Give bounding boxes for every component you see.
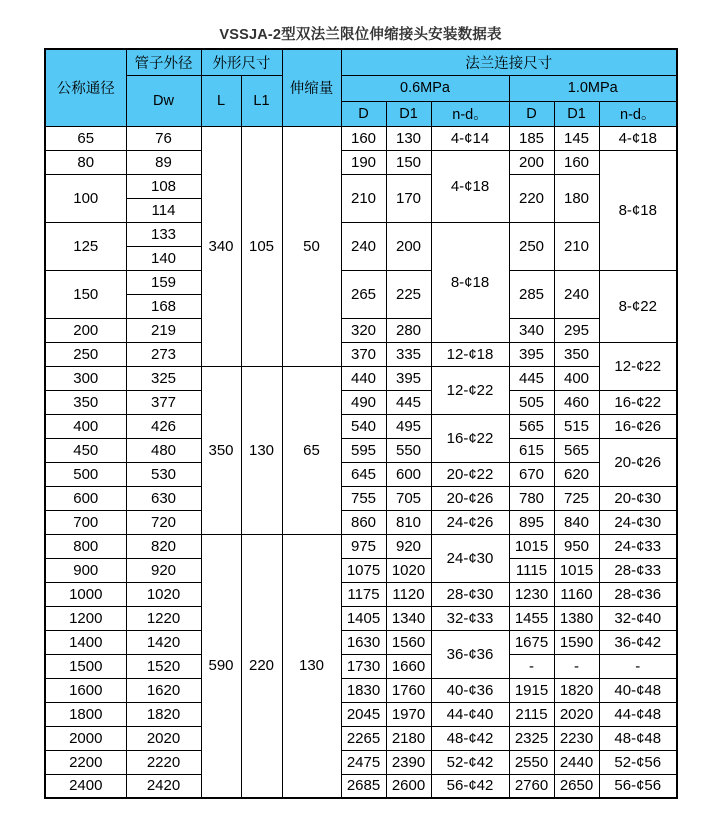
table-cell: 1455 [509,606,554,630]
table-row [45,390,677,414]
table-cell: 565 [509,414,554,438]
table-cell: 130 [386,126,431,150]
table-cell: 325 [126,366,201,390]
table-cell: 645 [341,462,386,486]
table-cell: 860 [341,510,386,534]
table-row [45,342,677,366]
table-cell: 105 [241,126,282,366]
table-cell: 250 [509,222,554,270]
table-cell: 350 [45,390,126,414]
table-cell: 515 [554,414,599,438]
table-row [45,510,677,534]
table-cell: 40-¢48 [599,678,677,702]
table-cell: 1520 [126,654,201,678]
table-cell: 540 [341,414,386,438]
table-cell: 1175 [341,582,386,606]
table-cell: 725 [554,486,599,510]
table-row [45,150,677,174]
table-cell: 670 [509,462,554,486]
table-cell: 975 [341,534,386,558]
header-L1: L1 [241,75,282,126]
table-cell: 16-¢26 [599,414,677,438]
table-cell: 24-¢26 [431,510,509,534]
table-cell: 370 [341,342,386,366]
table-row [45,726,677,750]
table-cell: 1820 [554,678,599,702]
table-row [45,774,677,798]
table-cell: 12-¢22 [431,366,509,414]
table-cell: 2420 [126,774,201,798]
table-cell: 1590 [554,630,599,654]
table-row [45,582,677,606]
table-cell: 130 [282,534,341,798]
table-cell: 820 [126,534,201,558]
table-cell: 1405 [341,606,386,630]
table-cell: 1220 [126,606,201,630]
table-cell: 220 [509,174,554,222]
header-flange-dim: 法兰连接尺寸 [341,49,677,75]
table-row [45,414,677,438]
table-cell: 24-¢30 [599,510,677,534]
table-cell: 56-¢42 [431,774,509,798]
table-cell: 1380 [554,606,599,630]
table-cell: - [599,654,677,678]
table-cell: 2600 [386,774,431,798]
table-cell: 450 [45,438,126,462]
table-cell: 1620 [126,678,201,702]
header-dw: Dw [126,75,201,126]
table-cell: 240 [341,222,386,270]
table-row [45,222,677,246]
table-cell: 1970 [386,702,431,726]
table-cell: 24-¢30 [431,534,509,582]
table-cell: 32-¢33 [431,606,509,630]
table-cell: 350 [201,366,241,534]
table-cell: 150 [45,270,126,318]
table-cell: 265 [341,270,386,318]
table-cell: 1420 [126,630,201,654]
table-cell: 340 [509,318,554,342]
table-cell: 4-¢18 [431,150,509,222]
table-cell: 160 [341,126,386,150]
table-cell: 377 [126,390,201,414]
table-cell: 1800 [45,702,126,726]
table-cell: 1015 [509,534,554,558]
table-cell: 40-¢36 [431,678,509,702]
table-cell: 28-¢30 [431,582,509,606]
table-cell: 950 [554,534,599,558]
header-nominal-diameter: 公称通径 [45,49,126,126]
table-row [45,438,677,462]
table-cell: 480 [126,438,201,462]
table-cell: 16-¢22 [431,414,509,462]
header-d1-06: D1 [386,101,431,126]
table-cell: 48-¢42 [431,726,509,750]
table-cell: 900 [45,558,126,582]
table-cell: 1115 [509,558,554,582]
table-cell: 240 [554,270,599,318]
table-cell: 335 [386,342,431,366]
table-cell: 295 [554,318,599,342]
table-cell: 440 [341,366,386,390]
table-cell: 8-¢22 [599,270,677,342]
table-cell: 2325 [509,726,554,750]
table-cell: 1500 [45,654,126,678]
table-cell: 250 [45,342,126,366]
table-row [45,750,677,774]
table-row [45,270,677,294]
table-cell: 65 [45,126,126,150]
table-cell: 200 [386,222,431,270]
table-cell: 755 [341,486,386,510]
table-cell: 125 [45,222,126,270]
table-cell: 4-¢18 [599,126,677,150]
table-cell: 1675 [509,630,554,654]
table-row [45,654,677,678]
table-cell: 159 [126,270,201,294]
table-cell: 2265 [341,726,386,750]
table-cell: 2440 [554,750,599,774]
table-cell: 350 [554,342,599,366]
table-cell: 1020 [386,558,431,582]
table-cell: 2220 [126,750,201,774]
table-cell: 1340 [386,606,431,630]
table-cell: 320 [341,318,386,342]
table-cell: 130 [241,366,282,534]
table-cell: 620 [554,462,599,486]
table-cell: 190 [341,150,386,174]
header-d-06: D [341,101,386,126]
header-06mpa: 0.6MPa [341,75,509,101]
table-cell: 630 [126,486,201,510]
table-row [45,366,677,390]
table-cell: 2390 [386,750,431,774]
table-cell: 1400 [45,630,126,654]
header-d1-10: D1 [554,101,599,126]
table-cell: 2685 [341,774,386,798]
table-cell: 400 [554,366,599,390]
table-cell: 76 [126,126,201,150]
table-cell: 28-¢33 [599,558,677,582]
table-cell: 565 [554,438,599,462]
table-cell: 180 [554,174,599,222]
table-cell: 720 [126,510,201,534]
table-cell: 44-¢40 [431,702,509,726]
table-cell: 273 [126,342,201,366]
table-cell: 920 [386,534,431,558]
table-cell: 2475 [341,750,386,774]
table-cell: 150 [386,150,431,174]
table-cell: 460 [554,390,599,414]
table-cell: 1600 [45,678,126,702]
table-cell: 530 [126,462,201,486]
table-cell: 16-¢22 [599,390,677,414]
table-cell: 445 [509,366,554,390]
table-cell: 1200 [45,606,126,630]
table-cell: 140 [126,246,201,270]
table-cell: 895 [509,510,554,534]
table-cell: 52-¢42 [431,750,509,774]
table-cell: 600 [386,462,431,486]
table-cell: 2045 [341,702,386,726]
table-cell: 780 [509,486,554,510]
table-row [45,534,677,558]
table-cell: 100 [45,174,126,222]
table-cell: 210 [341,174,386,222]
table-cell: 20-¢22 [431,462,509,486]
table-row [45,558,677,582]
table-cell: 1660 [386,654,431,678]
table-cell: 590 [201,534,241,798]
table-cell: 145 [554,126,599,150]
table-cell: 490 [341,390,386,414]
table-cell: 615 [509,438,554,462]
table-row [45,486,677,510]
table-row [45,678,677,702]
table-row [45,126,677,150]
header-d-10: D [509,101,554,126]
table-cell: 225 [386,270,431,318]
table-cell: 168 [126,294,201,318]
table-cell: 20-¢30 [599,486,677,510]
table-cell: 219 [126,318,201,342]
table-cell: 24-¢33 [599,534,677,558]
table-cell: 89 [126,150,201,174]
table-cell: 2400 [45,774,126,798]
table-cell: 12-¢18 [431,342,509,366]
table-cell: 840 [554,510,599,534]
table-cell: 920 [126,558,201,582]
table-cell: 52-¢56 [599,750,677,774]
table-cell: 28-¢36 [599,582,677,606]
table-cell: 426 [126,414,201,438]
table-cell: 36-¢36 [431,630,509,678]
table-cell: 20-¢26 [431,486,509,510]
table-row [45,702,677,726]
table-cell: 1160 [554,582,599,606]
table-cell: 2200 [45,750,126,774]
table-row [45,462,677,486]
table-cell: 1560 [386,630,431,654]
table-cell: 810 [386,510,431,534]
table-cell: 1760 [386,678,431,702]
table-cell: 1820 [126,702,201,726]
table-cell: - [554,654,599,678]
table-cell: 170 [386,174,431,222]
table-cell: 1000 [45,582,126,606]
table-cell: 32-¢40 [599,606,677,630]
table-cell: 8-¢18 [431,222,509,342]
table-cell: 12-¢22 [599,342,677,390]
table-cell: 1120 [386,582,431,606]
table-row [45,630,677,654]
table-cell: 185 [509,126,554,150]
table-cell: 4-¢14 [431,126,509,150]
header-outline-dim: 外形尺寸 [201,49,282,75]
table-cell: 1075 [341,558,386,582]
table-cell: 220 [241,534,282,798]
table-cell: 1020 [126,582,201,606]
table-cell: 36-¢42 [599,630,677,654]
table-row [45,606,677,630]
table-cell: 1630 [341,630,386,654]
table-cell: 56-¢56 [599,774,677,798]
table-cell: 400 [45,414,126,438]
table-cell: 2650 [554,774,599,798]
table-cell: 80 [45,150,126,174]
table-cell: 505 [509,390,554,414]
table-cell: 2020 [554,702,599,726]
table-row [45,318,677,342]
header-L: L [201,75,241,126]
table-cell: 108 [126,174,201,198]
table-cell: 133 [126,222,201,246]
table-row [45,174,677,198]
table-cell: 200 [45,318,126,342]
table-cell: 1230 [509,582,554,606]
table-cell: 300 [45,366,126,390]
table-cell: 340 [201,126,241,366]
header-expansion: 伸缩量 [282,49,341,126]
table-cell: 550 [386,438,431,462]
table-cell: 2550 [509,750,554,774]
table-cell: 705 [386,486,431,510]
table-cell: 395 [509,342,554,366]
table-cell: 44-¢48 [599,702,677,726]
table-cell: 700 [45,510,126,534]
table-cell: 2180 [386,726,431,750]
table-cell: 65 [282,366,341,534]
table-cell: 1730 [341,654,386,678]
table-cell: 2115 [509,702,554,726]
table-cell: 114 [126,198,201,222]
table-cell: 495 [386,414,431,438]
spec-table [44,48,678,799]
header-pipe-od: 管子外径 [126,49,201,75]
table-cell: 395 [386,366,431,390]
table-cell: 500 [45,462,126,486]
table-body [45,126,677,798]
header-nd-06: n-d。 [431,101,509,126]
table-cell: 280 [386,318,431,342]
table-cell: 50 [282,126,341,366]
table-cell: 800 [45,534,126,558]
table-cell: 210 [554,222,599,270]
table-cell: 600 [45,486,126,510]
table-cell: - [509,654,554,678]
table-cell: 160 [554,150,599,174]
table-cell: 2760 [509,774,554,798]
table-cell: 445 [386,390,431,414]
table-cell: 1830 [341,678,386,702]
page-title: VSSJA-2型双法兰限位伸缩接头安装数据表 [219,27,502,43]
table-cell: 1915 [509,678,554,702]
table-cell: 200 [509,150,554,174]
table-cell: 48-¢48 [599,726,677,750]
table-cell: 8-¢18 [599,150,677,270]
table-header [45,49,677,126]
table-cell: 595 [341,438,386,462]
table-cell: 2000 [45,726,126,750]
table-cell: 2020 [126,726,201,750]
header-nd-10: n-d。 [599,101,677,126]
header-10mpa: 1.0MPa [509,75,677,101]
table-cell: 285 [509,270,554,318]
table-cell: 2230 [554,726,599,750]
table-cell: 1015 [554,558,599,582]
table-cell: 20-¢26 [599,438,677,486]
